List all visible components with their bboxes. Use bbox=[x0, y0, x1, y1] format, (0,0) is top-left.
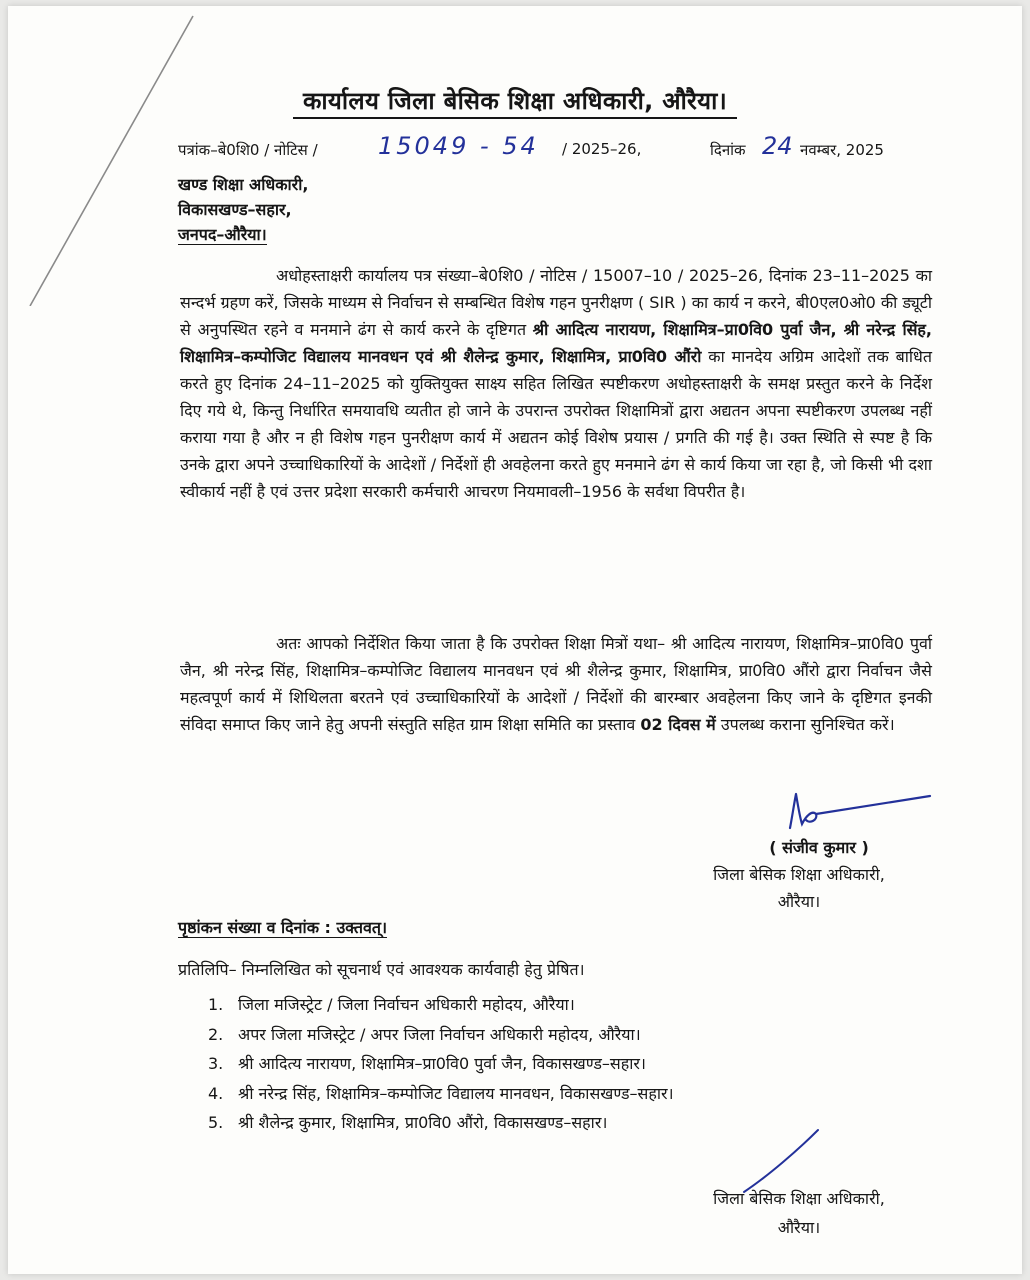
body-paragraph-2: अतः आपको निर्देशित किया जाता है कि उपरोक्त शिक्षा मित्रों यथा– श्री आदित्य नारायण, शिक्षामित्र–प्रा0वि0 पुर्वा जैन, श्री नरेन्द्र सिंह, शिक्षामित्र–कम्पोजिट विद्यालय मानवधन एवं श्री शैलेन्द्र कुमार, शिक्षामित्र, प्रा0वि0 औंरो द्वारा निर्वाचन जैसे महत्वपूर्ण कार्य में शिथिलता बरतने एवं उच्चाधिकारियों के आदेशों / निर्देशों की बारम्बार अवहेलना किए जाने के दृष्टिगत इनकी संविदा समाप्त किए जाने हेतु अपनी संस्तुति सहित ग्राम शिक्षा समिति का प्रस्ताव 02 दिवस में उपलब्ध कराना सुनिश्चित करें। bbox=[180, 634, 932, 734]
signature-mark bbox=[780, 788, 940, 834]
addressee-block bbox=[178, 172, 308, 247]
handwritten-letter-number: 15049 - 54 bbox=[378, 132, 539, 160]
list-item: 2. अपर जिला मजिस्ट्रेट / अपर जिला निर्वाचन अधिकारी महोदय, औरैया। bbox=[208, 1024, 641, 1044]
addressee-line: खण्ड शिक्षा अधिकारी, bbox=[178, 175, 309, 194]
reference-suffix: / 2025–26, bbox=[562, 140, 642, 158]
footer-designation: जिला बेसिक शिक्षा अधिकारी, bbox=[713, 1189, 885, 1208]
copy-intro: प्रतिलिपि– निम्नलिखित को सूचनार्थ एवं आवश्यक कार्यवाही हेतु प्रेषित। bbox=[178, 960, 585, 979]
signatory-designation: जिला बेसिक शिक्षा अधिकारी, bbox=[713, 865, 885, 884]
reference-line bbox=[178, 132, 918, 164]
reference-prefix: पत्रांक–बे0शि0 / नोटिस / bbox=[178, 141, 318, 159]
footer-signatory-block bbox=[668, 1184, 930, 1242]
endorsement-heading: पृष्ठांकन संख्या व दिनांक : उक्तवत्। bbox=[178, 918, 388, 937]
document-page bbox=[8, 6, 1022, 1274]
addressee-line: विकासखण्ड–सहार, bbox=[178, 200, 292, 219]
footer-place: औरैया। bbox=[777, 1218, 821, 1237]
list-item: 3. श्री आदित्य नारायण, शिक्षामित्र–प्रा0वि0 पुर्वा जैन, विकासखण्ड–सहार। bbox=[208, 1054, 646, 1073]
list-item: 4. श्री नरेन्द्र सिंह, शिक्षामित्र–कम्पोजिट विद्यालय मानवधन, विकासखण्ड–सहार। bbox=[208, 1083, 674, 1103]
handwritten-date-day: 24 bbox=[762, 132, 793, 160]
body-paragraph-1: अधोहस्ताक्षरी कार्यालय पत्र संख्या–बे0शि0 / नोटिस / 15007–10 / 2025–26, दिनांक 23–11–2025 का सन्दर्भ ग्रहण करें, जिसके माध्यम से निर्वाचन से सम्बन्धित विशेष गहन पुनरीक्षण ( SIR ) का कार्य न करने, बी0एल0ओ0 की ड्यूटी से अनुपस्थित रहने व मनमाने ढंग से कार्य करने के दृष्टिगत श्री आदित्य नारायण, शिक्षामित्र–प्रा0वि0 पुर्वा जैन, श्री नरेन्द्र सिंह, शिक्षामित्र–कम्पोजिट विद्यालय मानवधन एवं श्री शैलेन्द्र कुमार, शिक्षामित्र, प्रा0वि0 औंरो का मानदेय अग्रिम आदेशों तक बाधित करते हुए दिनांक 24–11–2025 को युक्तियुक्त साक्ष्य सहित लिखित स्पष्टीकरण अधोहस्ताक्षरी के समक्ष प्रस्तुत करने के निर्देश दिए गये थे, किन्तु निर्धारित समयावधि व्यतीत हो जाने के उपरान्त उपरोक्त शिक्षामित्रों द्वारा अद्यतन अपना स्पष्टीकरण उपलब्ध नहीं कराया गया है और न ही विशेष गहन पुनरीक्षण कार्य में अद्यतन कोई विशेष प्रयास / प्रगति की गई है। उक्त स्थिति से स्पष्ट है कि उनके द्वारा अपने उच्चाधिकारियों के आदेशों / निर्देशों ही अवहेलना करते हुए मनमाने ढंग से कार्य किया जा रहा है, जो किसी भी दशा स्वीकार्य नहीं है एवं उत्तर प्रदेशा सरकारी कर्मचारी आचरण नियमावली–1956 के सर्वथा विपरीत है। bbox=[180, 266, 932, 501]
list-item: 5. श्री शैलेन्द्र कुमार, शिक्षामित्र, प्रा0वि0 औंरो, विकासखण्ड–सहार। bbox=[208, 1113, 608, 1132]
date-label: दिनांक bbox=[710, 141, 746, 159]
deadline-text: 02 दिवस में bbox=[640, 715, 716, 734]
date-month-year: नवम्बर, 2025 bbox=[800, 141, 884, 159]
named-shikshamitra-list: श्री आदित्य नारायण, शिक्षामित्र–प्रा0वि0 पुर्वा जैन, श्री नरेन्द्र सिंह, शिक्षामित्र–कम्पोजिट विद्यालय मानवधन एवं श्री शैलेन्द्र कुमार, शिक्षामित्र, प्रा0वि0 औंरो bbox=[180, 320, 932, 366]
signatory-place: औरैया। bbox=[777, 892, 821, 911]
signatory-block bbox=[668, 834, 930, 915]
copy-recipient-list bbox=[208, 990, 674, 1138]
list-item: 1. जिला मजिस्ट्रेट / जिला निर्वाचन अधिकारी महोदय, औरैया। bbox=[208, 995, 575, 1014]
signatory-name: ( संजीव कुमार ) bbox=[769, 838, 869, 857]
addressee-line: जनपद–औरैया। bbox=[178, 225, 267, 244]
office-title: कार्यालय जिला बेसिक शिक्षा अधिकारी, औरैया। bbox=[8, 84, 1022, 117]
